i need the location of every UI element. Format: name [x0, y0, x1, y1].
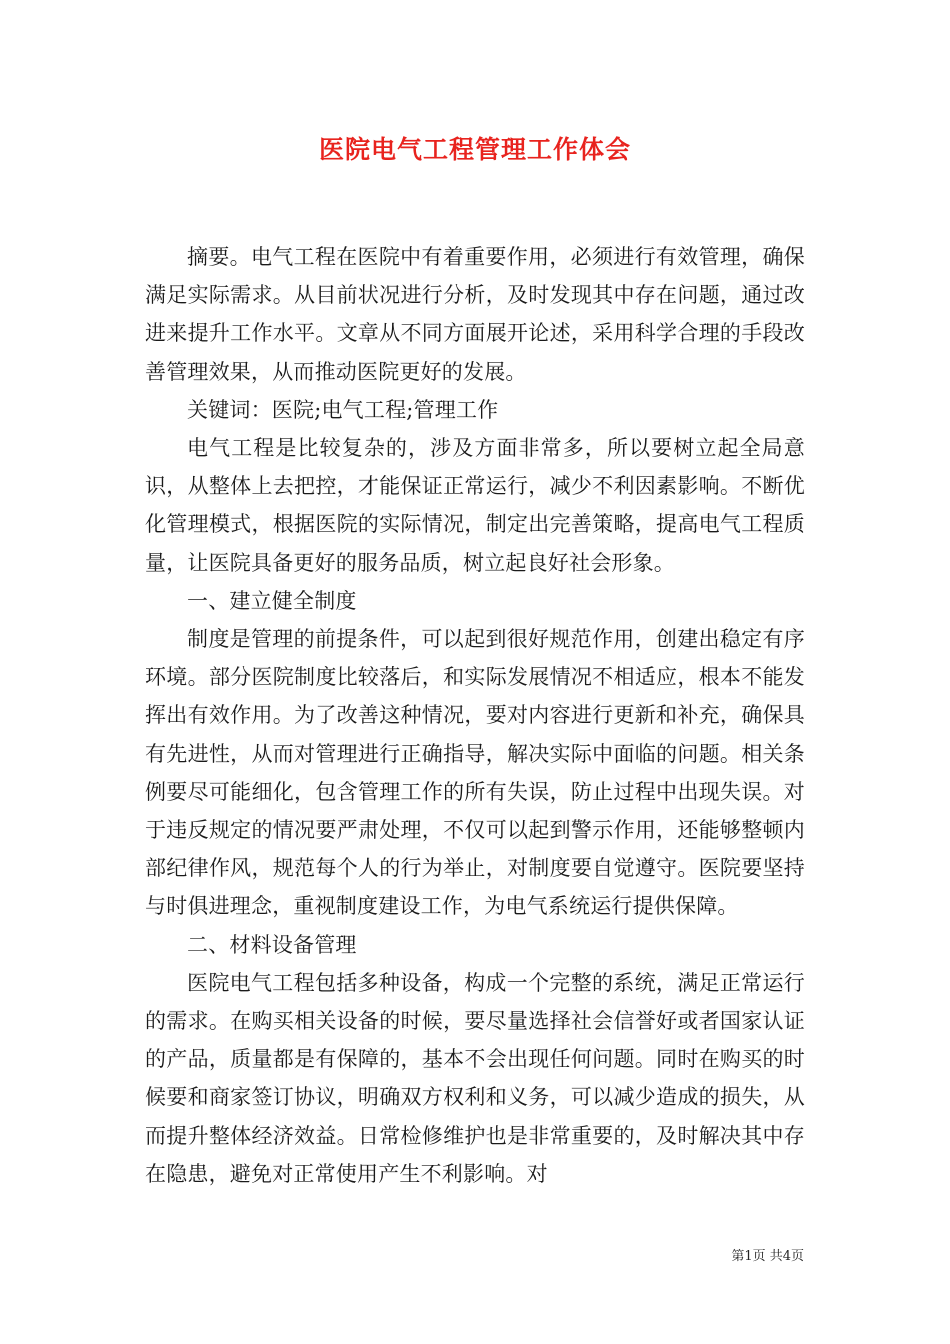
page-number-footer: 第1页 共4页	[731, 1249, 804, 1264]
section-1-paragraph: 制度是管理的前提条件，可以起到很好规范作用，创建出稳定有序环境。部分医院制度比较落后，和实际发展情况不相适应，根本不能发挥出有效作用。为了改善这种情况，要对内容进行更新和补充，确保具有先进性，从而对管理进行正确指导，解决实际中面临的问题。相关条例要尽可能细化，包含管理工作的所有失误，防止过程中出现失误。对于违反规定的情况要严肃处理，不仅可以起到警示作用，还能够整顿内部纪律作风，规范每个人的行为举止，对制度要自觉遵守。医院要坚持与时俱进理念，重视制度建设工作，为电气系统运行提供保障。	[145, 627, 805, 919]
keywords-paragraph: 关键词：医院;电气工程;管理工作	[187, 397, 499, 422]
document-title: 医院电气工程管理工作体会	[318, 135, 631, 164]
intro-paragraph: 电气工程是比较复杂的，涉及方面非常多，所以要树立起全局意识，从整体上去把控，才能保证正常运行，减少不利因素影响。不断优化管理模式，根据医院的实际情况，制定出完善策略，提高电气工程质量，让医院具备更好的服务品质，树立起良好社会形象。	[145, 436, 805, 575]
section-heading-2: 二、材料设备管理	[187, 932, 357, 957]
document-body	[145, 238, 805, 1193]
abstract-paragraph: 摘要。电气工程在医院中有着重要作用，必须进行有效管理，确保满足实际需求。从目前状况进行分析，及时发现其中存在问题，通过改进来提升工作水平。文章从不同方面展开论述，采用科学合理的手段改善管理效果，从而推动医院更好的发展。	[145, 245, 805, 384]
section-heading-1: 一、建立健全制度	[187, 588, 357, 613]
section-2-paragraph: 医院电气工程包括多种设备，构成一个完整的系统，满足正常运行的需求。在购买相关设备的时候，要尽量选择社会信誉好或者国家认证的产品，质量都是有保障的，基本不会出现任何问题。同时在购买的时候要和商家签订协议，明确双方权利和义务，可以减少造成的损失，从而提升整体经济效益。日常检修维护也是非常重要的，及时解决其中存在隐患，避免对正常使用产生不利影响。对	[145, 970, 805, 1186]
